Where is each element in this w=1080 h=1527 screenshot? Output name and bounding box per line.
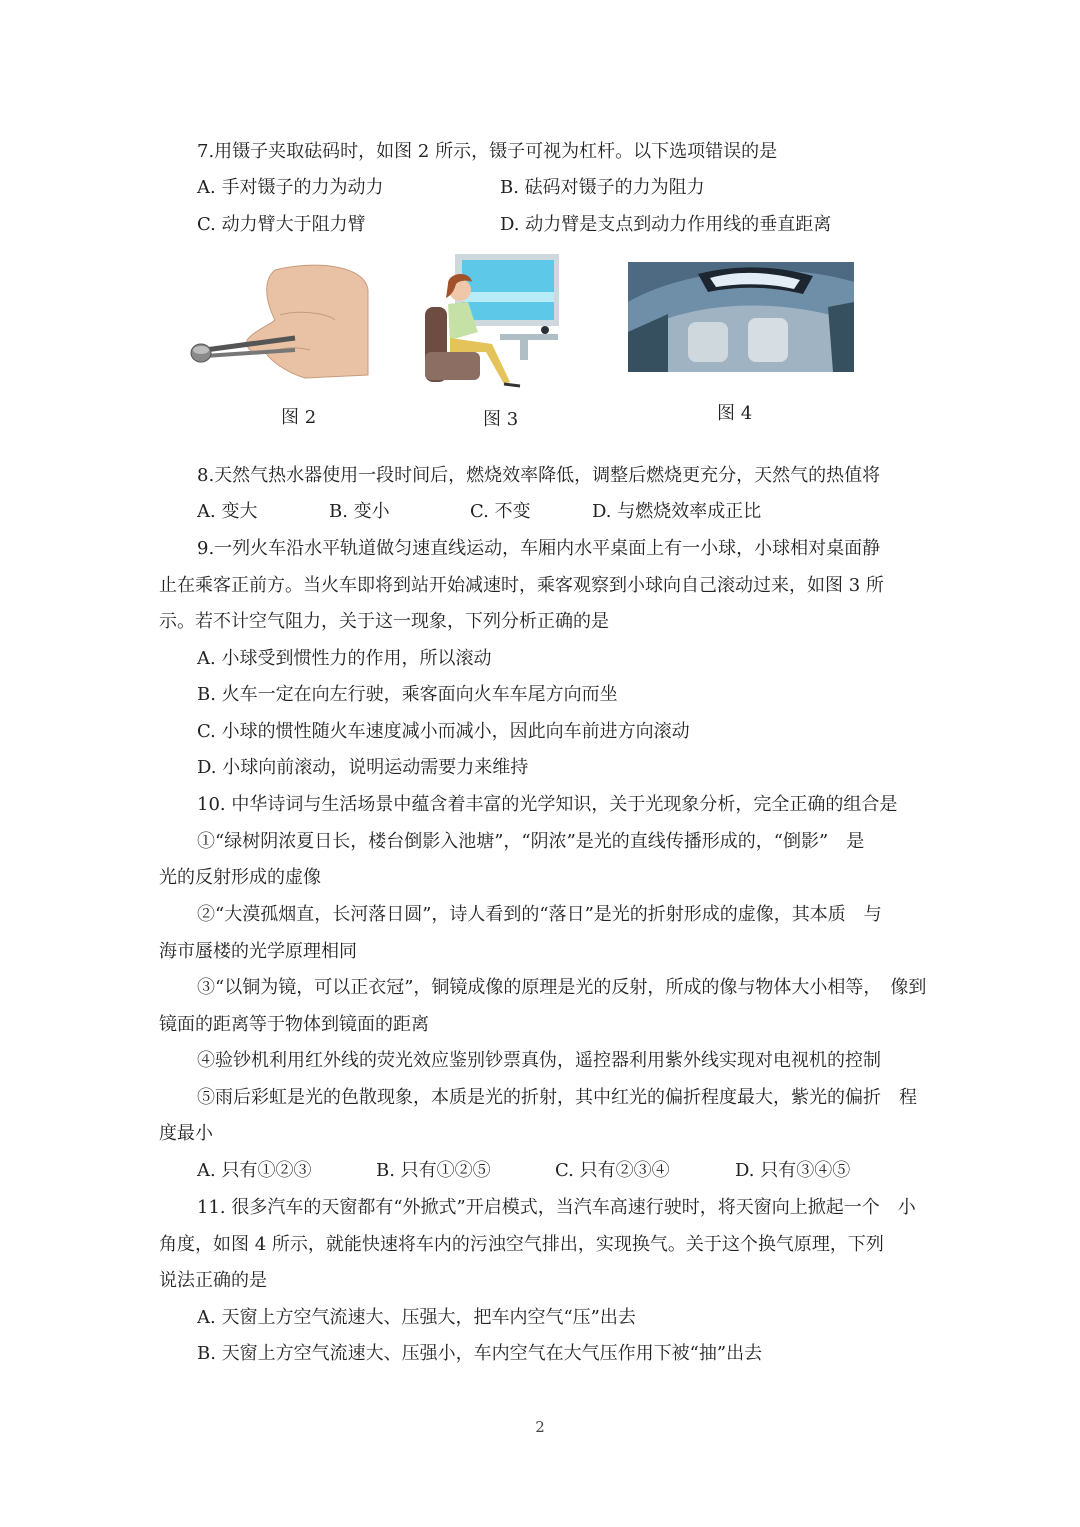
q9-option-d: D. 小球向前滚动，说明运动需要力来维持 [197, 757, 529, 778]
q8-option-b: B. 变小 [329, 501, 390, 522]
q9-line-2: 止在乘客正前方。当火车即将到站开始减速时，乘客观察到小球向自己滚动过来，如图 3 所 [159, 575, 884, 596]
figure-2-caption: 图 2 [281, 407, 317, 428]
figure-4-caption: 图 4 [717, 403, 753, 424]
q11-line-2: 角度，如图 4 所示，就能快速将车内的污浊空气排出，实现换气。关于这个换气原理，下列 [159, 1234, 884, 1255]
q7-option-d: D. 动力臂是支点到动力作用线的垂直距离 [500, 214, 832, 235]
figure-3-caption: 图 3 [483, 409, 519, 430]
q9-line-3: 示。若不计空气阻力，关于这一现象，下列分析正确的是 [159, 611, 609, 632]
train-passenger-figure [420, 252, 560, 392]
q9-option-b: B. 火车一定在向左行驶，乘客面向火车车尾方向而坐 [197, 684, 618, 705]
q10-option-a: A. 只有①②③ [197, 1160, 312, 1181]
tweezers-figure [185, 260, 370, 380]
q8-stem: 8.天然气热水器使用一段时间后，燃烧效率降低，调整后燃烧更充分，天然气的热值将 [197, 465, 881, 486]
q10-line-5: 海市蜃楼的光学原理相同 [159, 941, 357, 962]
q10-line-9: ⑤雨后彩虹是光的色散现象，本质是光的折射，其中红光的偏折程度最大，紫光的偏折 程 [197, 1087, 917, 1108]
q8-option-d: D. 与燃烧效率成正比 [592, 501, 762, 522]
car-sunroof-icon [628, 262, 854, 372]
q8-option-a: A. 变大 [197, 501, 258, 522]
q7-option-c: C. 动力臂大于阻力臂 [197, 214, 366, 235]
tweezers-weight-icon [185, 260, 370, 380]
q10-line-3: 光的反射形成的虚像 [159, 867, 321, 888]
q10-option-d: D. 只有③④⑤ [735, 1160, 851, 1181]
q9-line-1: 9.一列火车沿水平轨道做匀速直线运动，车厢内水平桌面上有一小球，小球相对桌面静 [197, 538, 881, 559]
q11-line-3: 说法正确的是 [159, 1270, 267, 1291]
q9-option-a: A. 小球受到惯性力的作用，所以滚动 [197, 648, 492, 669]
train-passenger-icon [420, 252, 560, 392]
q7-option-a: A. 手对镊子的力为动力 [197, 177, 384, 198]
q11-line-1: 11. 很多汽车的天窗都有“外掀式”开启模式，当汽车高速行驶时，将天窗向上掀起一个 小 [197, 1197, 916, 1218]
q7-option-b: B. 砝码对镊子的力为阻力 [500, 177, 705, 198]
q10-line-4: ②“大漠孤烟直，长河落日圆”，诗人看到的“落日”是光的折射形成的虚像，其本质 与 [197, 904, 882, 925]
q10-line-7: 镜面的距离等于物体到镜面的距离 [159, 1014, 429, 1035]
q11-option-b: B. 天窗上方空气流速大、压强小，车内空气在大气压作用下被“抽”出去 [197, 1343, 763, 1364]
q10-option-b: B. 只有①②⑤ [376, 1160, 491, 1181]
q10-option-c: C. 只有②③④ [555, 1160, 670, 1181]
q9-option-c: C. 小球的惯性随火车速度减小而减小，因此向车前进方向滚动 [197, 721, 690, 742]
q7-stem: 7.用镊子夹取砝码时，如图 2 所示，镊子可视为杠杆。以下选项错误的是 [197, 141, 778, 162]
q10-line-1: 10. 中华诗词与生活场景中蕴含着丰富的光学知识，关于光现象分析，完全正确的组合是 [197, 794, 898, 815]
q11-option-a: A. 天窗上方空气流速大、压强大，把车内空气“压”出去 [197, 1307, 636, 1328]
q10-line-8: ④验钞机利用红外线的荧光效应鉴别钞票真伪，遥控器利用紫外线实现对电视机的控制 [197, 1050, 881, 1071]
q10-line-10: 度最小 [159, 1123, 213, 1144]
page-number: 2 [535, 1418, 545, 1436]
q10-line-6: ③“以铜为镜，可以正衣冠”，铜镜成像的原理是光的反射，所成的像与物体大小相等， 像到 [197, 977, 927, 998]
q10-line-2: ①“绿树阴浓夏日长，楼台倒影入池塘”，“阴浓”是光的直线传播形成的，“倒影” 是 [197, 831, 865, 852]
car-sunroof-figure [628, 262, 854, 372]
q8-option-c: C. 不变 [470, 501, 531, 522]
